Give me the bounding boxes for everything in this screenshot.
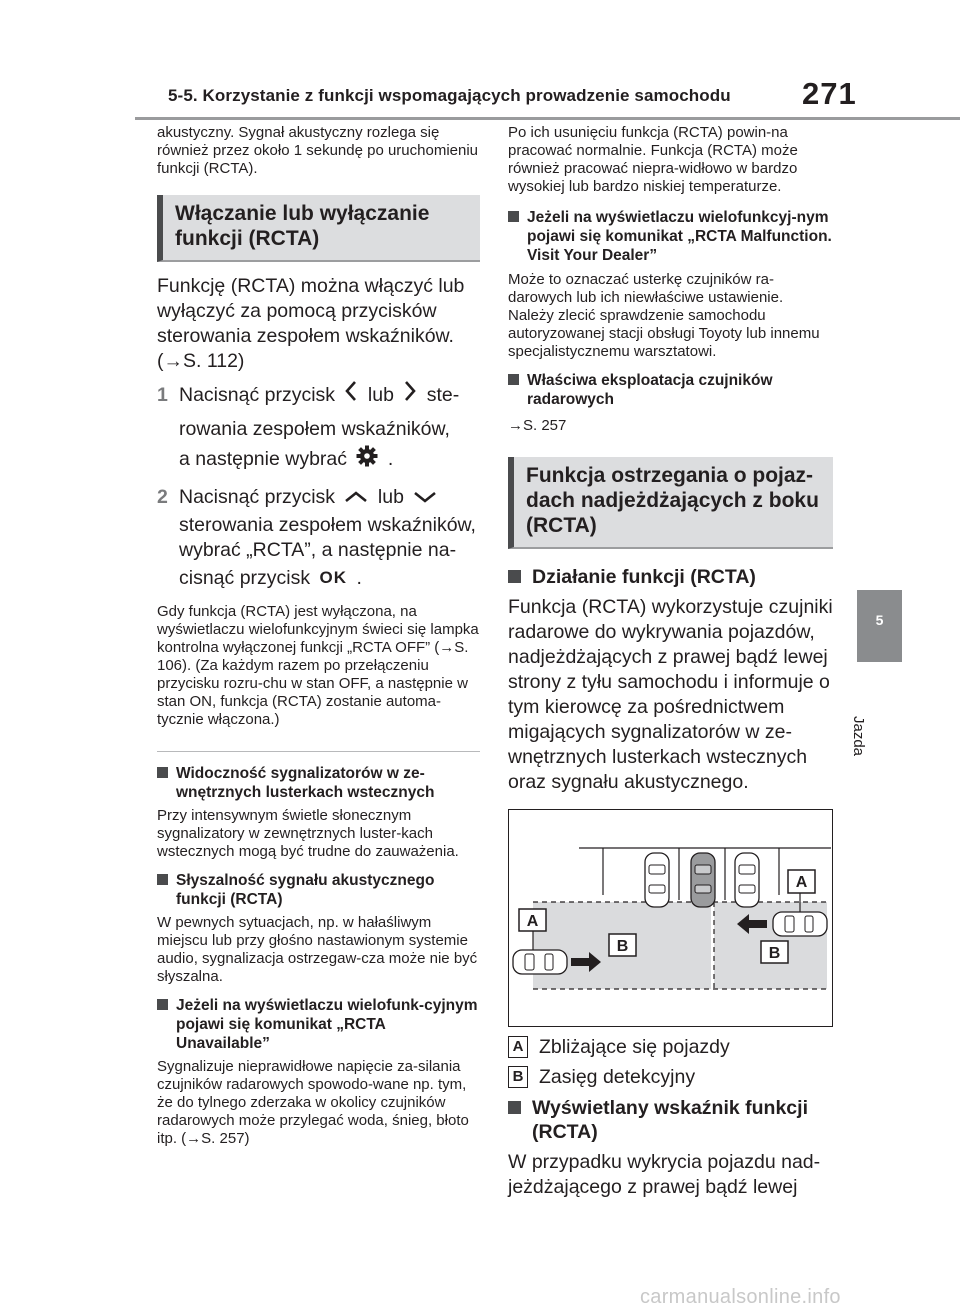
rcta-diagram [508,809,833,1027]
section-body: Funkcję (RCTA) można włączyć lub wyłączyć za pomocą przycisków sterowania zespołem wskaźników. (→S. 112) [157,275,465,372]
step-text: a następnie wybrać [179,448,348,471]
step-text: lub [377,485,404,508]
step-number: 1 [157,384,168,406]
legend-text: Zbliżające się pojazdy [539,1036,730,1058]
note-text: Przy intensywnym świetle słonecznym sygnalizatory w zewnętrznych luster-kach wstecznych mogą być trudne do zauważenia. [157,807,459,861]
section-heading-rcta: Funkcja ostrzegania o pojaz-dach nadjeżdżających z boku (RCTA) [508,457,833,549]
note-malfunction [508,208,833,361]
label-box-b-left [609,934,636,956]
approaching-car-right [773,912,827,936]
note-text: Sygnalizuje nieprawidłowe napięcie za-silania czujników radarowych spowodo-wane np. tym, że do tylnego zderzaka w okolicy czujników radarowych może przylegać woda, śnieg, błoto itp. (→S. 257) [157,1058,469,1148]
own-car [691,853,715,907]
step-text: Nacisnąć przycisk [179,485,336,508]
subsection-body: Funkcja (RCTA) wykorzystuje czujniki radarowe do wykrywania pojazdów, nadjeżdżających z prawej bądź lewej strony z tyłu samochodu i informuje o tym kierowcę za pośrednictwem migających sygnalizatorów w ze-wnętrznych lusterkach wstecznych oraz sygnału akustycznego. [508,596,833,793]
step-1 [157,380,480,476]
step-text: rowania zespołem wskaźników, [179,418,450,441]
step-text: Nacisnąć przycisk [179,384,336,406]
chapter-label-text: Jazda [850,716,867,757]
right-column [508,124,833,1200]
chevron-right-icon [403,380,417,411]
parked-car [735,853,759,907]
legend-key-b: B [508,1066,528,1088]
label-a: A [795,874,808,891]
header-rule [135,117,960,120]
ok-button-glyph: OK [319,568,348,588]
subsection-title: Działanie funkcji (RCTA) [532,566,756,588]
bullet-square-icon [508,211,519,222]
note-text: Może to oznaczać usterkę czujników ra-darowych lub ich niewłaściwe ustawienie. Należy zlecić sprawdzenie samochodu autoryzowanej stacji obsługi Toyoty lub innemu specjalistycznemu warsztatowi. [508,271,820,360]
bullet-square-icon [508,374,519,385]
watermark-link[interactable]: carmanualsonline.info [640,1286,841,1308]
chapter-label [850,674,899,757]
label-b: B [616,938,629,955]
subsection-body: W przypadku wykrycia pojazdu nad-jeżdżającego z prawej bądź lewej [508,1151,821,1198]
step-text: . [387,448,394,471]
note-title: Jeżeli na wyświetlaczu wielofunkcyj-nym pojawi się komunikat „RCTA Malfunction. Visit Your Dealer” [527,209,832,264]
bullet-square-icon [157,874,168,885]
label-box-a-right [788,870,815,893]
chevron-up-icon [344,483,368,513]
chevron-left-icon [344,380,358,411]
chapter-tab[interactable]: 5 [857,590,902,662]
note-radar-usage [508,371,833,435]
note-title: Widoczność sygnalizatorów w ze-wnętrznych lusterkach wstecznych [176,765,435,802]
note-title: Słyszalność sygnału akustycznego funkcji (RCTA) [176,872,435,909]
gear-icon [356,445,378,476]
step-text: cisnąć przycisk [179,566,311,589]
intro-paragraph: Po ich usunięciu funkcja (RCTA) powin-na pracować normalnie. Funkcja (RCTA) może również pracować niepra-widłowo w bardzo wysokiej lub bardzo niskiej temperaturze. [508,124,798,195]
note-text: →S. 257 [508,417,567,434]
section-heading-rcta-toggle: Włączanie lub wyłączanie funkcji (RCTA) [157,195,480,262]
chevron-down-icon [413,483,437,513]
running-header-title: 5-5. Korzystanie z funkcji wspomagających prowadzenie samochodu [168,86,731,105]
label-box-a-left [519,909,546,931]
step-text: . [356,566,362,589]
label-a: A [526,913,539,930]
note-text: W pewnych sytuacjach, np. w hałaśliwym miejscu lub przy głośno nastawionym systemie audio, sygnalizacja ostrzegaw-cza może nie być słyszalna. [157,914,478,986]
note-unavailable [157,996,480,1148]
step-note: Gdy funkcja (RCTA) jest wyłączona, na wyświetlaczu wielofunkcyjnym świeci się lampka kontrolna wyłączonej funkcji „RCTA OFF” (→S. 106). (Za każdym razem po przełączeniu przycisku rozru-chu w stan OFF, a następnie w stan ON, funkcja (RCTA) zostanie automa-tycznie włączona.) [157,603,479,729]
step-2 [157,482,480,594]
note-title: Właściwa eksploatacja czujników radarowych [527,372,773,408]
step-number: 2 [157,485,168,508]
legend-text: Zasięg detekcyjny [539,1066,696,1088]
diagram-legend [508,1035,833,1090]
legend-key-a: A [508,1036,528,1058]
label-box-b-right [761,941,788,963]
divider [157,751,480,752]
parked-car [645,853,669,907]
intro-paragraph: akustyczny. Sygnał akustyczny rozlega się również przez około 1 sekundę po uruchomieniu funkcji (RCTA). [157,124,479,177]
step-text: lub [367,384,394,406]
left-column [157,124,480,1148]
step-text: ste- [426,384,460,406]
page-number: 271 [802,76,857,111]
note-audibility [157,871,480,986]
bullet-square-icon [157,767,168,778]
bullet-square-icon [508,570,521,583]
approaching-car-left [513,950,567,974]
note-visibility [157,764,480,861]
bullet-square-icon [157,999,168,1010]
step-text: sterowania zespołem wskaźników, wybrać „RCTA”, a następnie na- [179,513,476,561]
bullet-square-icon [508,1101,521,1114]
rcta-diagram-svg [509,810,832,1026]
subsection-title: Wyświetlany wskaźnik funkcji (RCTA) [532,1097,808,1143]
note-title: Jeżeli na wyświetlaczu wielofunk-cyjnym pojawi się komunikat „RCTA Unavailable” [176,997,478,1053]
label-b: B [768,945,781,962]
